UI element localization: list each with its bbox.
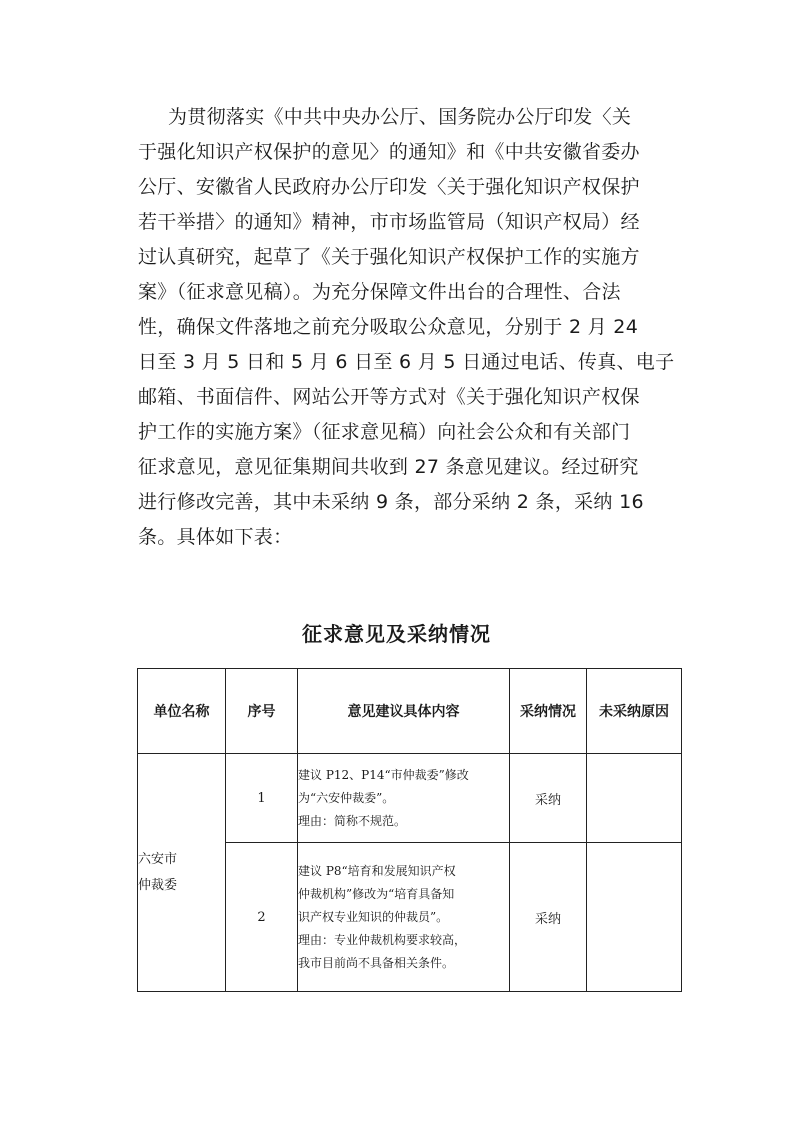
content-line: 为“六安仲裁委”。 (298, 790, 395, 805)
intro-line: 邮箱、书面信件、网站公开等方式对《关于强化知识产权保 (138, 386, 640, 408)
intro-line: 过认真研究，起草了《关于强化知识产权保护工作的实施方 (138, 246, 640, 268)
header-seq: 序号 (226, 669, 298, 754)
intro-line: 护工作的实施方案》（征求意见稿）向社会公众和有关部门 (138, 421, 631, 443)
unit-name-line: 仲裁委 (138, 877, 178, 893)
reason-cell (587, 754, 682, 843)
seq-cell: 1 (226, 754, 298, 843)
header-content: 意见建议具体内容 (298, 669, 510, 754)
content-line: 理由：专业仲裁机构要求较高， (298, 932, 467, 947)
opinions-table (137, 668, 682, 992)
table-title: 征求意见及采纳情况 (302, 622, 491, 646)
intro-line: 条。具体如下表： (138, 526, 293, 548)
content-line: 识产权专业知识的仲裁员”。 (298, 909, 449, 924)
unit-name-line: 六安市 (138, 851, 178, 867)
intro-line: 日至 3 月 5 日和 5 月 6 日至 6 月 5 日通过电话、传真、电子 (138, 351, 675, 373)
content-line: 建议 P12、P14“市仲裁委”修改 (298, 767, 469, 782)
intro-paragraph (138, 100, 674, 555)
intro-line: 征求意见，意见征集期间共收到 27 条意见建议。经过研究 (138, 456, 639, 478)
intro-line: 案》（征求意见稿）。为充分保障文件出台的合理性、合法 (138, 281, 621, 303)
content-line: 仲裁机构”修改为“培育具备知 (298, 886, 455, 901)
content-line: 理由：简称不规范。 (298, 813, 407, 828)
intro-line: 若干举措〉的通知》精神，市市场监管局（知识产权局）经 (138, 211, 640, 233)
content-cell (298, 754, 510, 843)
intro-line: 为贯彻落实《中共中央办公厅、国务院办公厅印发〈关 (168, 106, 632, 128)
content-line: 我市目前尚不具备相关条件。 (298, 955, 455, 970)
seq-cell: 2 (226, 843, 298, 992)
intro-line: 公厅、安徽省人民政府办公厅印发〈关于强化知识产权保护 (138, 176, 640, 198)
header-status: 采纳情况 (510, 669, 587, 754)
content-cell (298, 843, 510, 992)
reason-cell (587, 843, 682, 992)
status-cell: 采纳 (510, 754, 587, 843)
intro-line: 进行修改完善，其中未采纳 9 条，部分采纳 2 条，采纳 16 (138, 491, 644, 513)
intro-line: 于强化知识产权保护的意见〉的通知》和《中共安徽省委办 (138, 141, 640, 163)
header-reason: 未采纳原因 (587, 669, 682, 754)
header-unit-name: 单位名称 (138, 669, 226, 754)
table-row (138, 754, 682, 843)
status-cell: 采纳 (510, 843, 587, 992)
unit-name-cell (138, 754, 226, 992)
intro-line: 性，确保文件落地之前充分吸取公众意见，分别于 2 月 24 (138, 316, 639, 338)
table-header-row (138, 669, 682, 754)
content-line: 建议 P8“培育和发展知识产权 (298, 863, 456, 878)
